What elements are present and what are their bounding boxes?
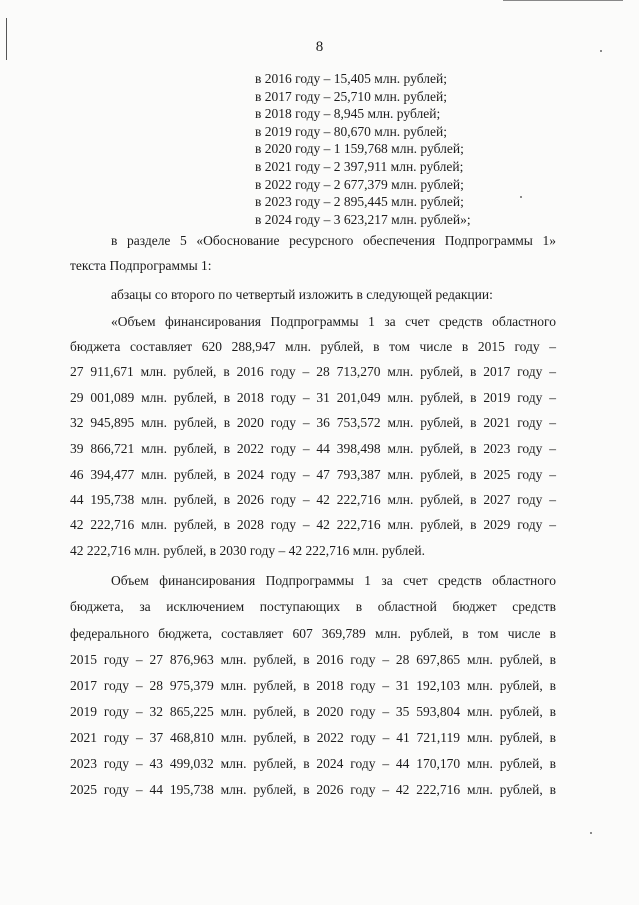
text-line: «Объем финансирования Подпрограммы 1 за счет средств областного xyxy=(111,314,556,329)
text-line: 2021 году – 37 468,810 млн. рублей, в 2022 году – 41 721,119 млн. рублей, в xyxy=(70,730,556,745)
scan-artifact-dot xyxy=(590,832,592,834)
text-line: 42 222,716 млн. рублей, в 2028 году – 42 222,716 млн. рублей, в 2029 году – xyxy=(70,517,556,532)
text-line: 27 911,671 млн. рублей, в 2016 году – 28 713,270 млн. рублей, в 2017 году – xyxy=(70,364,556,379)
text-line: бюджета составляет 620 288,947 млн. рублей, в том числе в 2015 году – xyxy=(70,339,556,354)
text-line: 42 222,716 млн. рублей, в 2030 году – 42 222,716 млн. рублей. xyxy=(70,543,425,558)
text-line: 46 394,477 млн. рублей, в 2024 году – 47 793,387 млн. рублей, в 2025 году – xyxy=(70,467,556,482)
text-line: 2015 году – 27 876,963 млн. рублей, в 2016 году – 28 697,865 млн. рублей, в xyxy=(70,652,556,667)
list-item: в 2023 году – 2 895,445 млн. рублей; xyxy=(255,194,464,210)
text-line: 2023 году – 43 499,032 млн. рублей, в 2024 году – 44 170,170 млн. рублей, в xyxy=(70,756,556,771)
scan-artifact-rule xyxy=(503,0,623,1)
text-line: 2019 году – 32 865,225 млн. рублей, в 2020 году – 35 593,804 млн. рублей, в xyxy=(70,704,556,719)
text-line: федерального бюджета, составляет 607 369,789 млн. рублей, в том числе в xyxy=(70,626,556,641)
text-line: 29 001,089 млн. рублей, в 2018 году – 31 201,049 млн. рублей, в 2019 году – xyxy=(70,390,556,405)
list-item: в 2019 году – 80,670 млн. рублей; xyxy=(255,123,447,139)
list-item: в 2021 году – 2 397,911 млн. рублей; xyxy=(255,158,464,174)
list-item: в 2024 году – 3 623,217 млн. рублей»; xyxy=(255,211,471,227)
list-item: в 2020 году – 1 159,768 млн. рублей; xyxy=(255,141,464,157)
text-line: 32 945,895 млн. рублей, в 2020 году – 36 753,572 млн. рублей, в 2021 году – xyxy=(70,415,556,430)
page-number: 8 xyxy=(315,39,324,55)
list-item: в 2016 году – 15,405 млн. рублей; xyxy=(255,71,447,86)
text-line: бюджета, за исключением поступающих в областной бюджет средств xyxy=(70,599,556,614)
list-item: в 2017 году – 25,710 млн. рублей; xyxy=(255,88,447,104)
text-line: Объем финансирования Подпрограммы 1 за счет средств областного xyxy=(111,573,556,588)
scan-artifact-dot xyxy=(520,196,522,198)
list-item: в 2022 году – 2 677,379 млн. рублей; xyxy=(255,176,464,192)
text-line: 2017 году – 28 975,379 млн. рублей, в 2018 году – 31 192,103 млн. рублей, в xyxy=(70,678,556,693)
text-line: 2025 году – 44 195,738 млн. рублей, в 2026 году – 42 222,716 млн. рублей, в xyxy=(70,782,556,797)
text-line: абзацы со второго по четвертый изложить в следующей редакции: xyxy=(111,287,493,302)
text-line: 39 866,721 млн. рублей, в 2022 году – 44 398,498 млн. рублей, в 2023 году – xyxy=(70,441,556,456)
list-item: в 2018 году – 8,945 млн. рублей; xyxy=(255,106,441,122)
text-line: 44 195,738 млн. рублей, в 2026 году – 42 222,716 млн. рублей, в 2027 году – xyxy=(70,492,556,507)
year-funding-list xyxy=(255,70,471,228)
text-line: в разделе 5 «Обоснование ресурсного обеспечения Подпрограммы 1» xyxy=(111,233,556,248)
text-line: текста Подпрограммы 1: xyxy=(70,258,212,273)
